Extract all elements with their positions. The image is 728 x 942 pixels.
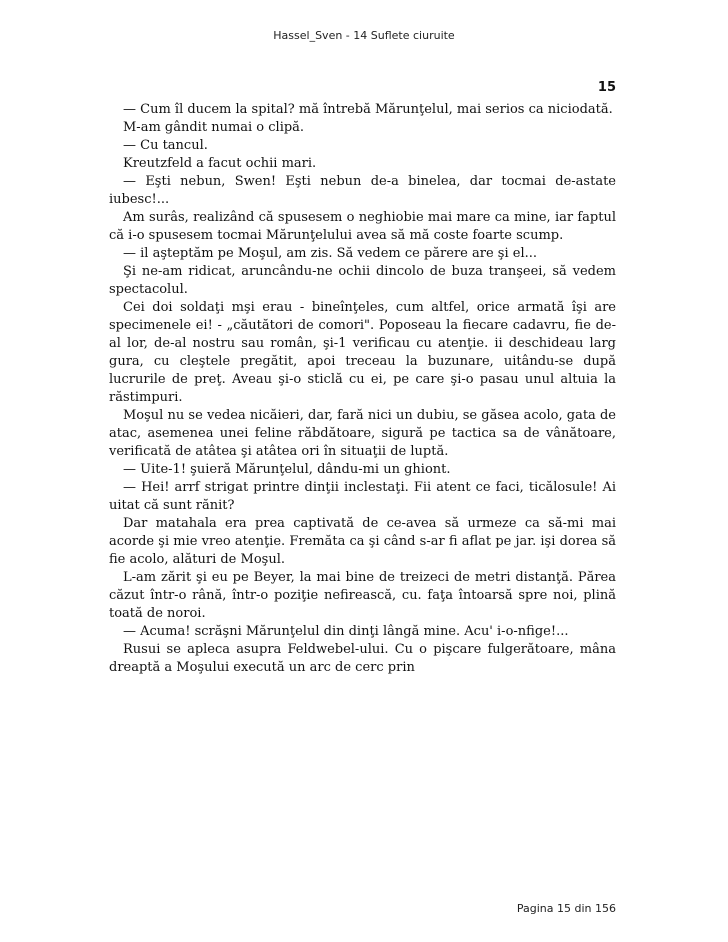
paragraph: — Cum îl ducem la spital? mă întrebă Mărunţelul, mai serios ca niciodată. [123,102,613,117]
paragraph: — il aşteptăm pe Moşul, am zis. Să vedem ce părere are şi el... [123,246,538,261]
paragraph: Dar matahala era prea captivată de ce-avea să urmeze ca să-mi mai acorde şi mie vreo atenţie. Fremăta ca şi când s-ar fi aflat pe jar. işi dorea să fie acolo, alături de Moşul. [109,516,616,567]
paragraph: Am surâs, realizând că spusesem o neghiobie mai mare ca mine, iar faptul că i-o spusesem tocmai Mărunţelului avea să mă coste foarte scump. [109,210,616,243]
paragraph: L-am zărit şi eu pe Beyer, la mai bine de treizeci de metri distanţă. Părea căzut într-o rână, într-o poziţie nefirească, cu. faţa întoarsă spre noi, plină toată de noroi. [109,570,616,621]
running-header: Hassel_Sven - 14 Suflete ciuruite [273,29,455,42]
page-number: 15 [597,80,616,95]
paragraph: M-am gândit numai o clipă. [123,120,305,135]
paragraph: — Uite-1! şuieră Mărunţelul, dându-mi un ghiont. [123,462,451,477]
page-footer: Pagina 15 din 156 [516,902,616,915]
paragraph: Kreutzfeld a facut ochii mari. [123,156,317,171]
paragraph: — Acuma! scrăşni Mărunţelul din dinţi lângă mine. Acu' i-o-nfige!... [123,624,569,639]
paragraph: Rusui se apleca asupra Feldwebel-ului. Cu o pişcare fulgerătoare, mâna dreaptă a Moşului execută un arc de cerc prin [109,642,616,675]
paragraph: — Eşti nebun, Swen! Eşti nebun de-a binelea, dar tocmai de-astate iubesc!... [109,174,616,207]
paragraph: — Cu tancul. [123,138,208,153]
paragraph: Moşul nu se vedea nicăieri, dar, fară nici un dubiu, se găsea acolo, gata de atac, asemenea unei feline răbdătoare, sigură pe tactica sa de vânătoare, verificată de atâtea şi atâtea ori în situaţii de luptă. [109,408,616,459]
paragraph: — Hei! arrf strigat printre dinţii inclestaţi. Fii atent ce faci, ticălosule! Ai uitat că sunt rănit? [109,480,616,513]
paragraph: Cei doi soldaţi mşi erau - bineînţeles, cum altfel, orice armată îşi are specimenele ei! - „căutători de comori". Poposeau la fiecare cadavru, fie de-al lor, de-al nostru sau român, şi-1 verificau cu atenţie. ii deschideau larg gura, cu cleştele pregătit, apoi treceau la buzunare, uitându-se după lucrurile de preţ. Aveau şi-o sticlă cu ei, pe care şi-o pasau unul altuia la răstimpuri. [109,300,616,405]
paragraph: Şi ne-am ridicat, aruncându-ne ochii dincolo de buza tranşeei, să vedem spectacolul. [109,264,616,297]
body-text [109,101,616,677]
